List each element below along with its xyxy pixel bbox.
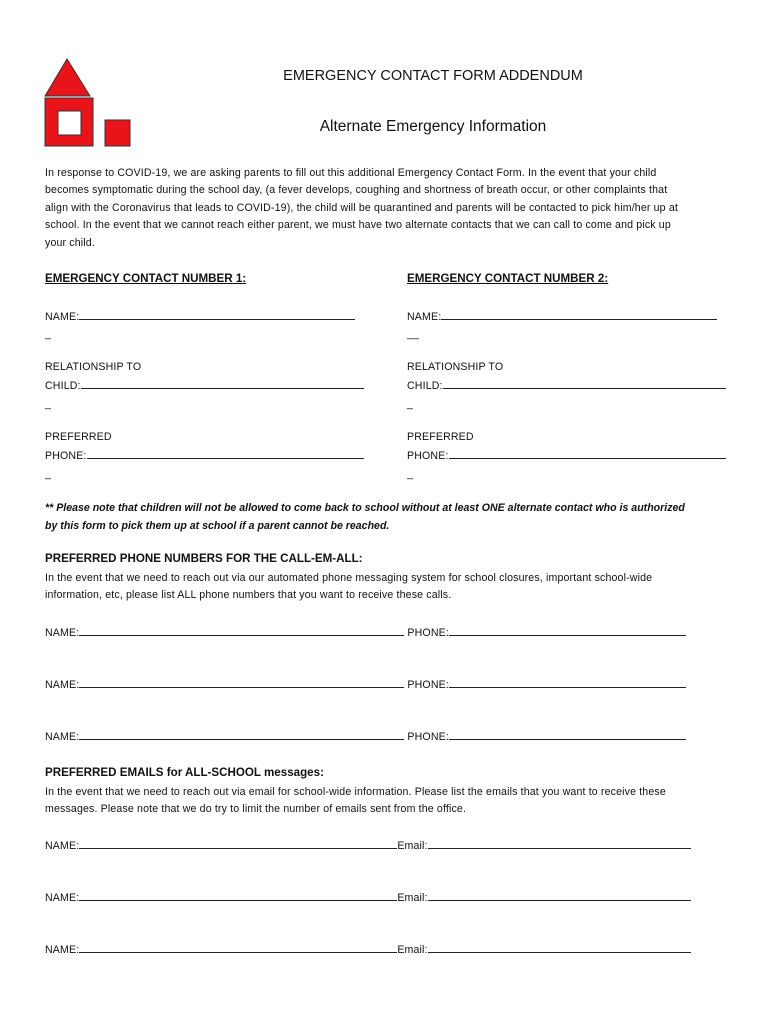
intro-line: becomes symptomatic during the school day, (a fever develops, coughing and shortness of breath occur, or other complaints that	[45, 184, 668, 197]
relationship-line1: RELATIONSHIP TO	[45, 361, 142, 373]
note-line: by this form to pick them up at school if a parent cannot be reached.	[45, 520, 390, 532]
contact1-relationship-field[interactable]	[45, 378, 364, 392]
phone-overflow-mark: _	[45, 468, 52, 480]
relationship-overflow-mark: _	[45, 398, 52, 410]
phone-overflow-mark: _	[407, 468, 414, 480]
emails-line: messages. Please note that we do try to limit the number of emails sent from the office.	[45, 803, 467, 816]
phone-fill-line[interactable]	[449, 448, 726, 459]
form-subtitle: Alternate Emergency Information	[319, 118, 547, 135]
intro-line: align with the Coronavirus that leads to COVID-19), the child will be quarantined and parents will be contacted to pick him/her up at	[45, 201, 678, 214]
relationship-overflow-mark: _	[407, 398, 414, 410]
name-label: NAME:	[45, 840, 80, 852]
name-fill-line[interactable]	[79, 625, 404, 636]
phone-label: PHONE:	[407, 627, 449, 639]
phone-label: PHONE:	[45, 450, 87, 462]
intro-line: your child.	[45, 236, 95, 249]
relationship-label: CHILD:	[407, 380, 443, 392]
email-row[interactable]	[45, 838, 691, 852]
callemall-row[interactable]	[45, 625, 686, 639]
name-fill-line[interactable]	[79, 309, 355, 320]
name-overflow-mark: _	[45, 328, 52, 340]
callemall-line: information, etc, please list ALL phone numbers that you want to receive these calls.	[45, 589, 452, 602]
email-fill-line[interactable]	[428, 942, 691, 953]
name-fill-line[interactable]	[79, 677, 404, 688]
name-fill-line[interactable]	[79, 729, 404, 740]
phone-fill-line[interactable]	[449, 677, 686, 688]
callemall-line: In the event that we need to reach out via our automated phone messaging system for school closures, important school-wide	[45, 572, 653, 584]
relationship-label: CHILD:	[45, 380, 81, 392]
intro-line: school. In the event that we cannot reach either parent, we must have two alternate contacts that we can call to come and pick up	[45, 219, 671, 232]
name-label: NAME:	[45, 311, 80, 323]
name-label: NAME:	[45, 731, 80, 743]
name-label: NAME:	[45, 627, 80, 639]
relationship-fill-line[interactable]	[81, 378, 364, 389]
name-fill-line[interactable]	[79, 838, 397, 849]
name-fill-line[interactable]	[79, 942, 397, 953]
email-label: Email:	[397, 944, 428, 956]
phone-fill-line[interactable]	[449, 729, 686, 740]
callemall-heading: PREFERRED PHONE NUMBERS FOR THE CALL-EM-ALL:	[45, 552, 363, 565]
email-row[interactable]	[45, 890, 691, 904]
email-fill-line[interactable]	[428, 838, 691, 849]
name-overflow-mark: __	[407, 328, 420, 340]
contact2-heading: EMERGENCY CONTACT NUMBER 2:	[407, 272, 609, 285]
phone-line1: PREFERRED	[45, 431, 112, 443]
relationship-fill-line[interactable]	[443, 378, 726, 389]
contact1-phone-field[interactable]	[45, 448, 364, 462]
phone-label: PHONE:	[407, 679, 449, 691]
name-fill-line[interactable]	[79, 890, 397, 901]
authorization-note	[45, 499, 735, 535]
phone-line1: PREFERRED	[407, 431, 474, 443]
relationship-line1: RELATIONSHIP TO	[407, 361, 504, 373]
email-label: Email:	[397, 892, 428, 904]
email-row[interactable]	[45, 942, 691, 956]
email-label: Email:	[397, 840, 428, 852]
contact2-relationship-field[interactable]	[407, 378, 726, 392]
contact2-phone-field[interactable]	[407, 448, 726, 462]
phone-fill-line[interactable]	[87, 448, 364, 459]
phone-label: PHONE:	[407, 731, 449, 743]
callemall-row[interactable]	[45, 677, 686, 691]
name-label: NAME:	[45, 679, 80, 691]
name-fill-line[interactable]	[441, 309, 717, 320]
phone-fill-line[interactable]	[449, 625, 686, 636]
callemall-description	[45, 570, 725, 605]
phone-label: PHONE:	[407, 450, 449, 462]
name-label: NAME:	[45, 892, 80, 904]
contact1-name-field[interactable]	[45, 309, 355, 323]
name-label: NAME:	[407, 311, 442, 323]
intro-paragraph	[45, 165, 725, 252]
name-label: NAME:	[45, 944, 80, 956]
email-fill-line[interactable]	[428, 890, 691, 901]
emails-description	[45, 784, 725, 819]
contact2-name-field[interactable]	[407, 309, 717, 323]
emails-line: In the event that we need to reach out via email for school-wide information. Please list the emails that you want to receive these	[45, 786, 666, 798]
contact1-heading: EMERGENCY CONTACT NUMBER 1:	[45, 272, 247, 285]
emails-heading: PREFERRED EMAILS for ALL-SCHOOL messages:	[45, 766, 324, 779]
note-line: ** Please note that children will not be allowed to come back to school without at least ONE alternate contact who is authorized	[45, 502, 685, 514]
form-title: EMERGENCY CONTACT FORM ADDENDUM	[283, 68, 583, 84]
callemall-row[interactable]	[45, 729, 686, 743]
intro-line: In response to COVID-19, we are asking parents to fill out this additional Emergency Contact Form. In the event that your child	[45, 167, 657, 179]
